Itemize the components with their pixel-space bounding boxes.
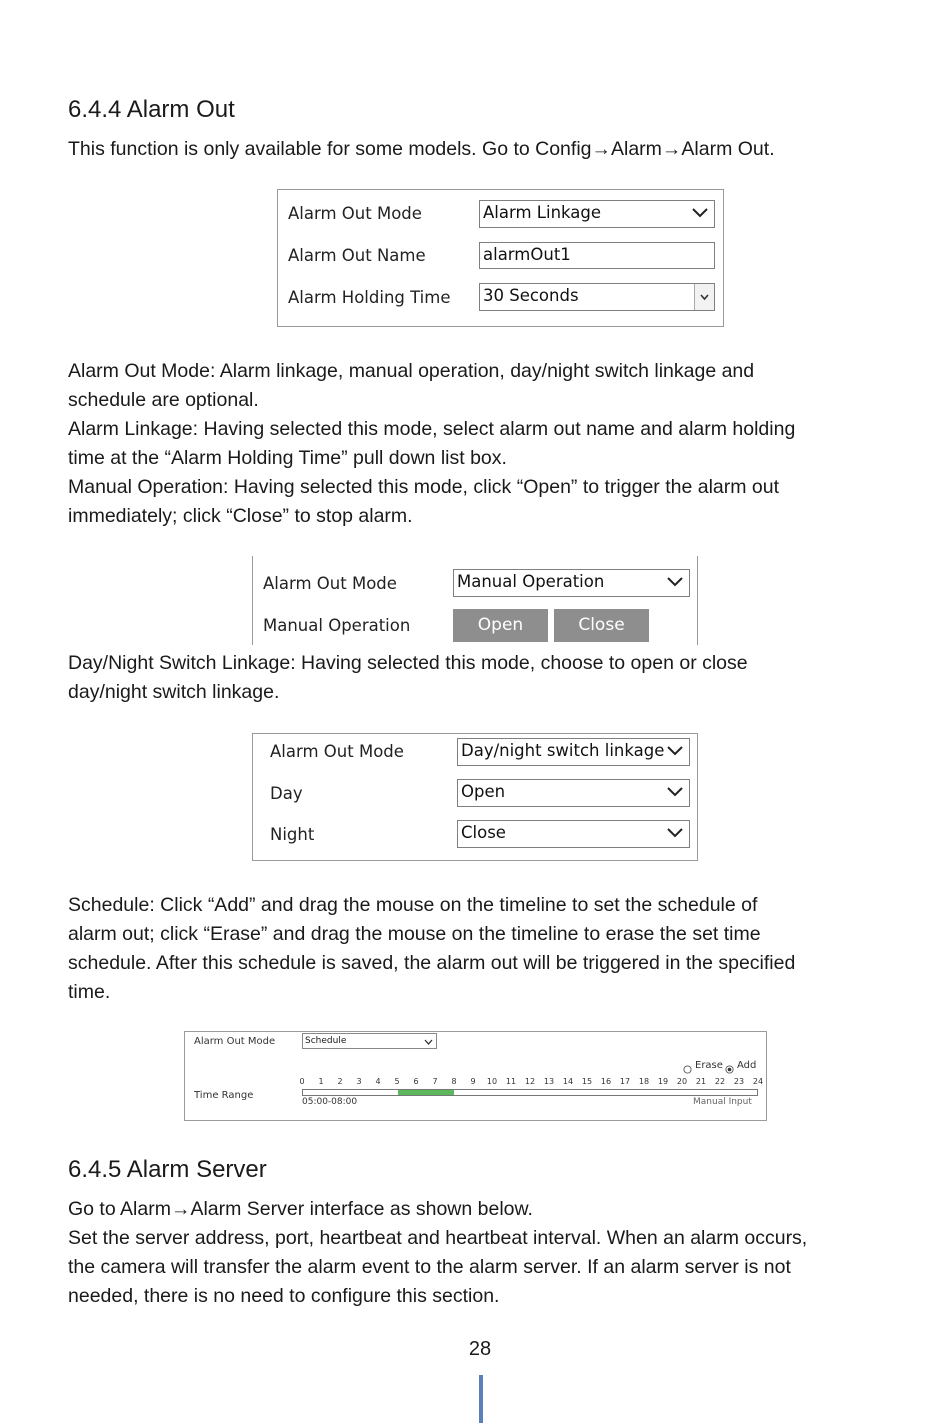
modes-paragraph (68, 357, 888, 531)
erase-label: Erase (695, 1060, 723, 1071)
night-value: Close (461, 823, 506, 842)
text-line: day/night switch linkage. (68, 681, 280, 703)
hour-tick-label: 21 (695, 1077, 707, 1086)
hour-tick-label: 13 (543, 1077, 555, 1086)
hour-tick-label: 11 (505, 1077, 517, 1086)
night-select[interactable] (457, 820, 690, 848)
hour-tick-label: 5 (394, 1077, 400, 1086)
intro-line: This function is only available for some models. Go to Config→Alarm→Alarm Out. (68, 138, 775, 160)
hour-tick-label: 19 (657, 1077, 669, 1086)
intro-paragraph (68, 135, 888, 164)
night-label: Night (270, 825, 315, 844)
alarm-out-mode-label: Alarm Out Mode (288, 204, 422, 223)
day-value: Open (461, 782, 506, 801)
day-label: Day (270, 784, 303, 803)
chevron-down-icon (424, 1037, 433, 1051)
alarm-out-name-input[interactable] (479, 242, 715, 269)
section-heading-alarm-out: 6.4.4 Alarm Out (68, 96, 235, 123)
alarm-out-mode-value: Day/night switch linkage (461, 741, 665, 760)
hour-tick-label: 12 (524, 1077, 536, 1086)
text-line: needed, there is no need to configure this section. (68, 1285, 500, 1307)
text-line: Day/Night Switch Linkage: Having selected this mode, choose to open or close (68, 652, 748, 674)
alarm-out-mode-label: Alarm Out Mode (263, 574, 397, 593)
manual-operation-label: Manual Operation (263, 616, 411, 635)
text-line: immediately; click “Close” to stop alarm. (68, 505, 413, 527)
text-line: Go to Alarm→Alarm Server interface as shown below. (68, 1198, 533, 1220)
hour-tick-label: 7 (432, 1077, 438, 1086)
figure-daynight-linkage (252, 733, 698, 861)
dropdown-arrow-icon (694, 284, 714, 310)
hour-tick-label: 9 (470, 1077, 476, 1086)
schedule-segment[interactable] (398, 1090, 455, 1095)
hour-tick-label: 17 (619, 1077, 631, 1086)
text-line: Alarm Linkage: Having selected this mode, select alarm out name and alarm holding (68, 418, 796, 440)
chevron-down-icon (667, 827, 683, 839)
alarm-out-mode-select[interactable] (479, 200, 715, 228)
hour-tick-label: 22 (714, 1077, 726, 1086)
hour-tick-label: 3 (356, 1077, 362, 1086)
manual-input-link[interactable]: Manual Input (693, 1097, 752, 1107)
section-heading-alarm-server: 6.4.5 Alarm Server (68, 1156, 267, 1183)
hour-tick-label: 8 (451, 1077, 457, 1086)
daynight-paragraph (68, 649, 888, 707)
add-label: Add (737, 1060, 757, 1071)
text-line: alarm out; click “Erase” and drag the mouse on the timeline to erase the set time (68, 923, 761, 945)
figure-alarm-linkage (277, 189, 724, 327)
hour-tick-label: 10 (486, 1077, 498, 1086)
alarm-holding-time-label: Alarm Holding Time (288, 288, 451, 307)
text-line: schedule are optional. (68, 389, 259, 411)
chevron-down-icon (667, 786, 683, 798)
text-line: schedule. After this schedule is saved, the alarm out will be triggered in the specified (68, 952, 796, 974)
text-line: Alarm Out Mode: Alarm linkage, manual operation, day/night switch linkage and (68, 360, 755, 382)
page-number: 28 (468, 1338, 492, 1360)
hour-tick-label: 14 (562, 1077, 574, 1086)
time-range-label: Time Range (194, 1090, 254, 1101)
text-line: time at the “Alarm Holding Time” pull down list box. (68, 447, 507, 469)
hour-tick-label: 0 (299, 1077, 305, 1086)
text-line: Set the server address, port, heartbeat and heartbeat interval. When an alarm occurs, (68, 1227, 808, 1249)
text-line: Manual Operation: Having selected this mode, click “Open” to trigger the alarm out (68, 476, 780, 498)
day-select[interactable] (457, 779, 690, 807)
alarm-holding-time-value: 30 Seconds (483, 286, 579, 305)
text-line: Schedule: Click “Add” and drag the mouse on the timeline to set the schedule of (68, 894, 758, 916)
alarm-out-mode-value: Manual Operation (457, 572, 605, 591)
hour-tick-label: 6 (413, 1077, 419, 1086)
alarm-out-mode-label: Alarm Out Mode (270, 742, 404, 761)
hour-tick-label: 1 (318, 1077, 324, 1086)
alarm-out-mode-label: Alarm Out Mode (194, 1036, 276, 1047)
alarm-server-paragraph (68, 1195, 888, 1311)
alarm-out-name-value: alarmOut1 (483, 245, 571, 264)
figure-schedule (184, 1031, 767, 1121)
alarm-out-mode-select[interactable] (302, 1033, 437, 1049)
alarm-holding-time-select[interactable] (479, 283, 715, 311)
chevron-down-icon (692, 207, 708, 219)
hour-tick-label: 24 (752, 1077, 764, 1086)
range-text: 05:00-08:00 (302, 1097, 358, 1107)
alarm-out-name-label: Alarm Out Name (288, 246, 426, 265)
alarm-out-mode-value: Schedule (305, 1036, 347, 1046)
open-button[interactable]: Open (453, 609, 548, 642)
chevron-down-icon (667, 745, 683, 757)
figure-manual-operation (252, 556, 698, 645)
alarm-out-mode-select[interactable] (453, 569, 690, 597)
hour-tick-label: 20 (676, 1077, 688, 1086)
hour-tick-label: 4 (375, 1077, 381, 1086)
schedule-paragraph (68, 891, 888, 1007)
alarm-out-mode-select[interactable] (457, 738, 690, 766)
footer-rule (479, 1375, 483, 1423)
alarm-out-mode-value: Alarm Linkage (483, 203, 602, 222)
hour-tick-label: 15 (581, 1077, 593, 1086)
close-button[interactable]: Close (554, 609, 649, 642)
text-line: the camera will transfer the alarm event to the alarm server. If an alarm server is not (68, 1256, 791, 1278)
hour-tick-label: 18 (638, 1077, 650, 1086)
schedule-timeline[interactable] (302, 1089, 758, 1096)
hour-tick-label: 23 (733, 1077, 745, 1086)
text-line: time. (68, 981, 111, 1003)
hour-tick-label: 2 (337, 1077, 343, 1086)
chevron-down-icon (667, 576, 683, 588)
hour-tick-label: 16 (600, 1077, 612, 1086)
